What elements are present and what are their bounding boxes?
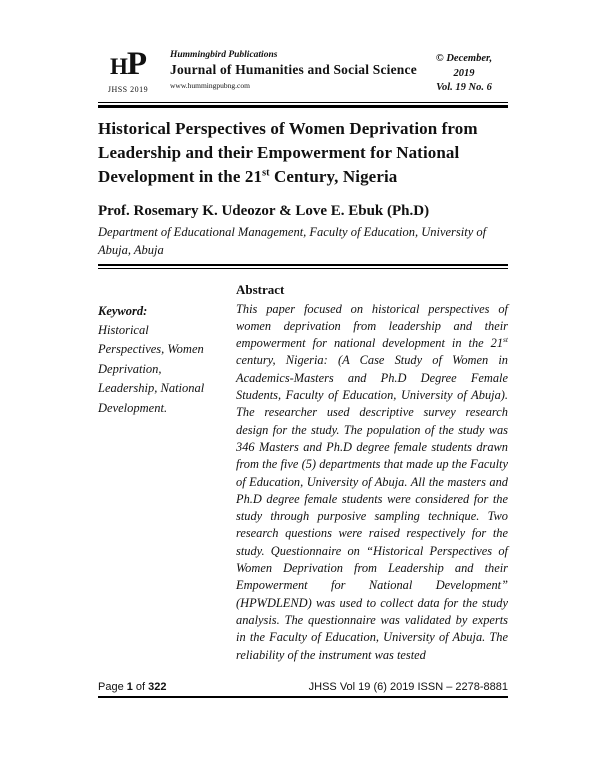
footer-journal-info: JHSS Vol 19 (6) 2019 ISSN – 2278-8881 xyxy=(308,681,508,693)
article-authors: Prof. Rosemary K. Udeozor & Love E. Ebuk (Ph.D) xyxy=(98,202,430,219)
footer-page-total: 322 xyxy=(148,681,167,693)
abstract-text-1: This paper focused on historical perspectives of women deprivation from leadership and their empowerment for national development in the 21 xyxy=(236,301,508,351)
abstract-text xyxy=(236,301,508,664)
journal-header-center xyxy=(158,48,420,90)
footer-row xyxy=(98,681,508,696)
keywords-label: Keyword: xyxy=(98,303,148,318)
issue-volume: Vol. 19 No. 6 xyxy=(436,82,492,94)
logo-letter-p: P xyxy=(126,46,147,82)
footer-page-number: 1 xyxy=(126,681,133,693)
footer-of-word: of xyxy=(132,681,149,693)
logo-caption: JHSS 2019 xyxy=(107,85,149,94)
issue-date-line2: 2019 xyxy=(453,67,475,79)
logo-letter-h: H xyxy=(109,54,127,79)
footer-page-label xyxy=(98,681,167,693)
logo-monogram xyxy=(98,48,158,81)
abstract-text-2: century, Nigeria: (A Case Study of Women in Academics-Masters and Ph.D Degree Female Students, Faculty of Education, University of Abuja). The researcher used descriptive survey research design for the study. The population of the study was 346 Masters and Ph.D degree female students drawn from the five (5) departments that made up the Faculty of Education, University of Abuja. All the masters and Ph.D degree female students were considered for the study through purposive sampling technique. Two research questions were raised respectively for the study. Questionnaire on “Historical Perspectives of Women Deprivation from Leadership and their Empowerment for National Development” (HPWDLEND) was used to collect data for the study analysis. The questionnaire was validated by experts in the Faculty of Education, University of Abuja. The reliability of the instrument was tested xyxy=(236,353,508,662)
article-body-columns xyxy=(98,282,508,664)
article-affiliation: Department of Educational Management, Faculty of Education, University of Abuja, Abuja xyxy=(98,224,487,257)
keywords-panel xyxy=(98,282,236,664)
journal-header xyxy=(98,48,508,96)
section-divider xyxy=(98,264,508,269)
issue-info xyxy=(420,48,508,96)
abstract-section xyxy=(236,282,508,664)
header-divider xyxy=(98,102,508,108)
page-footer xyxy=(98,681,508,698)
publisher-name: Hummingbird Publications xyxy=(170,50,278,60)
abstract-heading: Abstract xyxy=(236,281,285,297)
publisher-logo xyxy=(98,48,158,94)
journal-website: www.hummingpubng.com xyxy=(170,81,250,90)
title-superscript: st xyxy=(262,166,270,178)
title-text-2: Century, Nigeria xyxy=(269,166,398,186)
journal-name: Journal of Humanities and Social Science xyxy=(170,62,417,77)
keywords-list: Historical Perspectives, Women Deprivation, Leadership, National Development. xyxy=(98,322,205,415)
footer-page-word: Page xyxy=(98,681,127,693)
title-text-1: Historical Perspectives of Women Deprivation from Leadership and their Empowerment for National Development in the 21 xyxy=(98,118,478,186)
article-title xyxy=(98,117,508,189)
issue-date-line1: © December, xyxy=(435,53,493,64)
abstract-superscript: st xyxy=(503,335,508,345)
footer-divider xyxy=(98,696,508,698)
